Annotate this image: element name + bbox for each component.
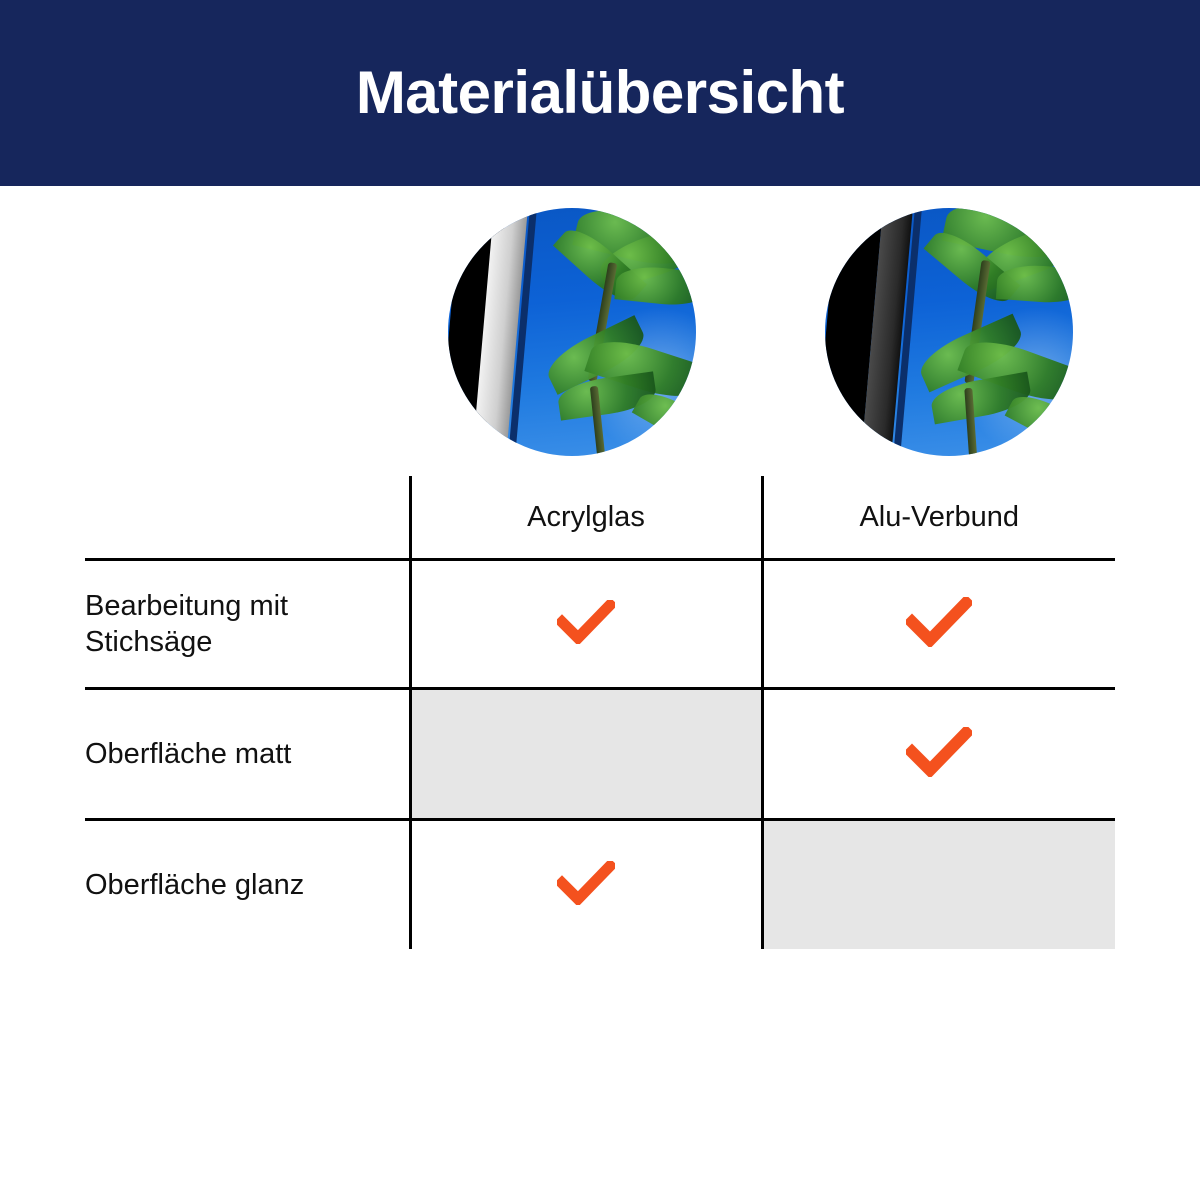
table-row — [85, 820, 1115, 950]
column-header-alu-verbund: Alu-Verbund — [762, 476, 1115, 560]
cell-matt-alu-verbund — [762, 689, 1115, 820]
table-corner-cell — [85, 476, 410, 560]
cell-matt-acrylglas — [410, 689, 762, 820]
palm-tree-photo — [825, 208, 1073, 456]
column-header-acrylglas: Acrylglas — [410, 476, 762, 560]
table-row — [85, 560, 1115, 689]
cell-bearbeitung-alu-verbund — [762, 560, 1115, 689]
header-banner — [0, 0, 1200, 186]
row-label-oberflaeche-glanz: Oberfläche glanz — [85, 820, 410, 950]
cell-glanz-alu-verbund — [762, 820, 1115, 950]
empty-marker — [939, 888, 940, 889]
table-header-row — [85, 476, 1115, 560]
page-title: Materialübersicht — [355, 59, 845, 126]
row-label-oberflaeche-matt: Oberfläche matt — [85, 689, 410, 820]
alu-verbund-thumbnail — [825, 208, 1073, 456]
check-icon — [557, 600, 615, 644]
cell-glanz-acrylglas — [410, 820, 762, 950]
cell-bearbeitung-acrylglas — [410, 560, 762, 689]
acrylglas-thumbnail — [448, 208, 696, 456]
check-icon — [906, 727, 972, 777]
table-row — [85, 689, 1115, 820]
empty-marker — [586, 757, 587, 758]
check-icon — [906, 597, 972, 647]
palm-tree-photo — [448, 208, 696, 456]
check-icon — [557, 861, 615, 905]
row-label-bearbeitung: Bearbeitung mit Stichsäge — [85, 560, 410, 689]
material-comparison-table — [85, 476, 1115, 949]
material-thumbnails — [0, 186, 1200, 476]
